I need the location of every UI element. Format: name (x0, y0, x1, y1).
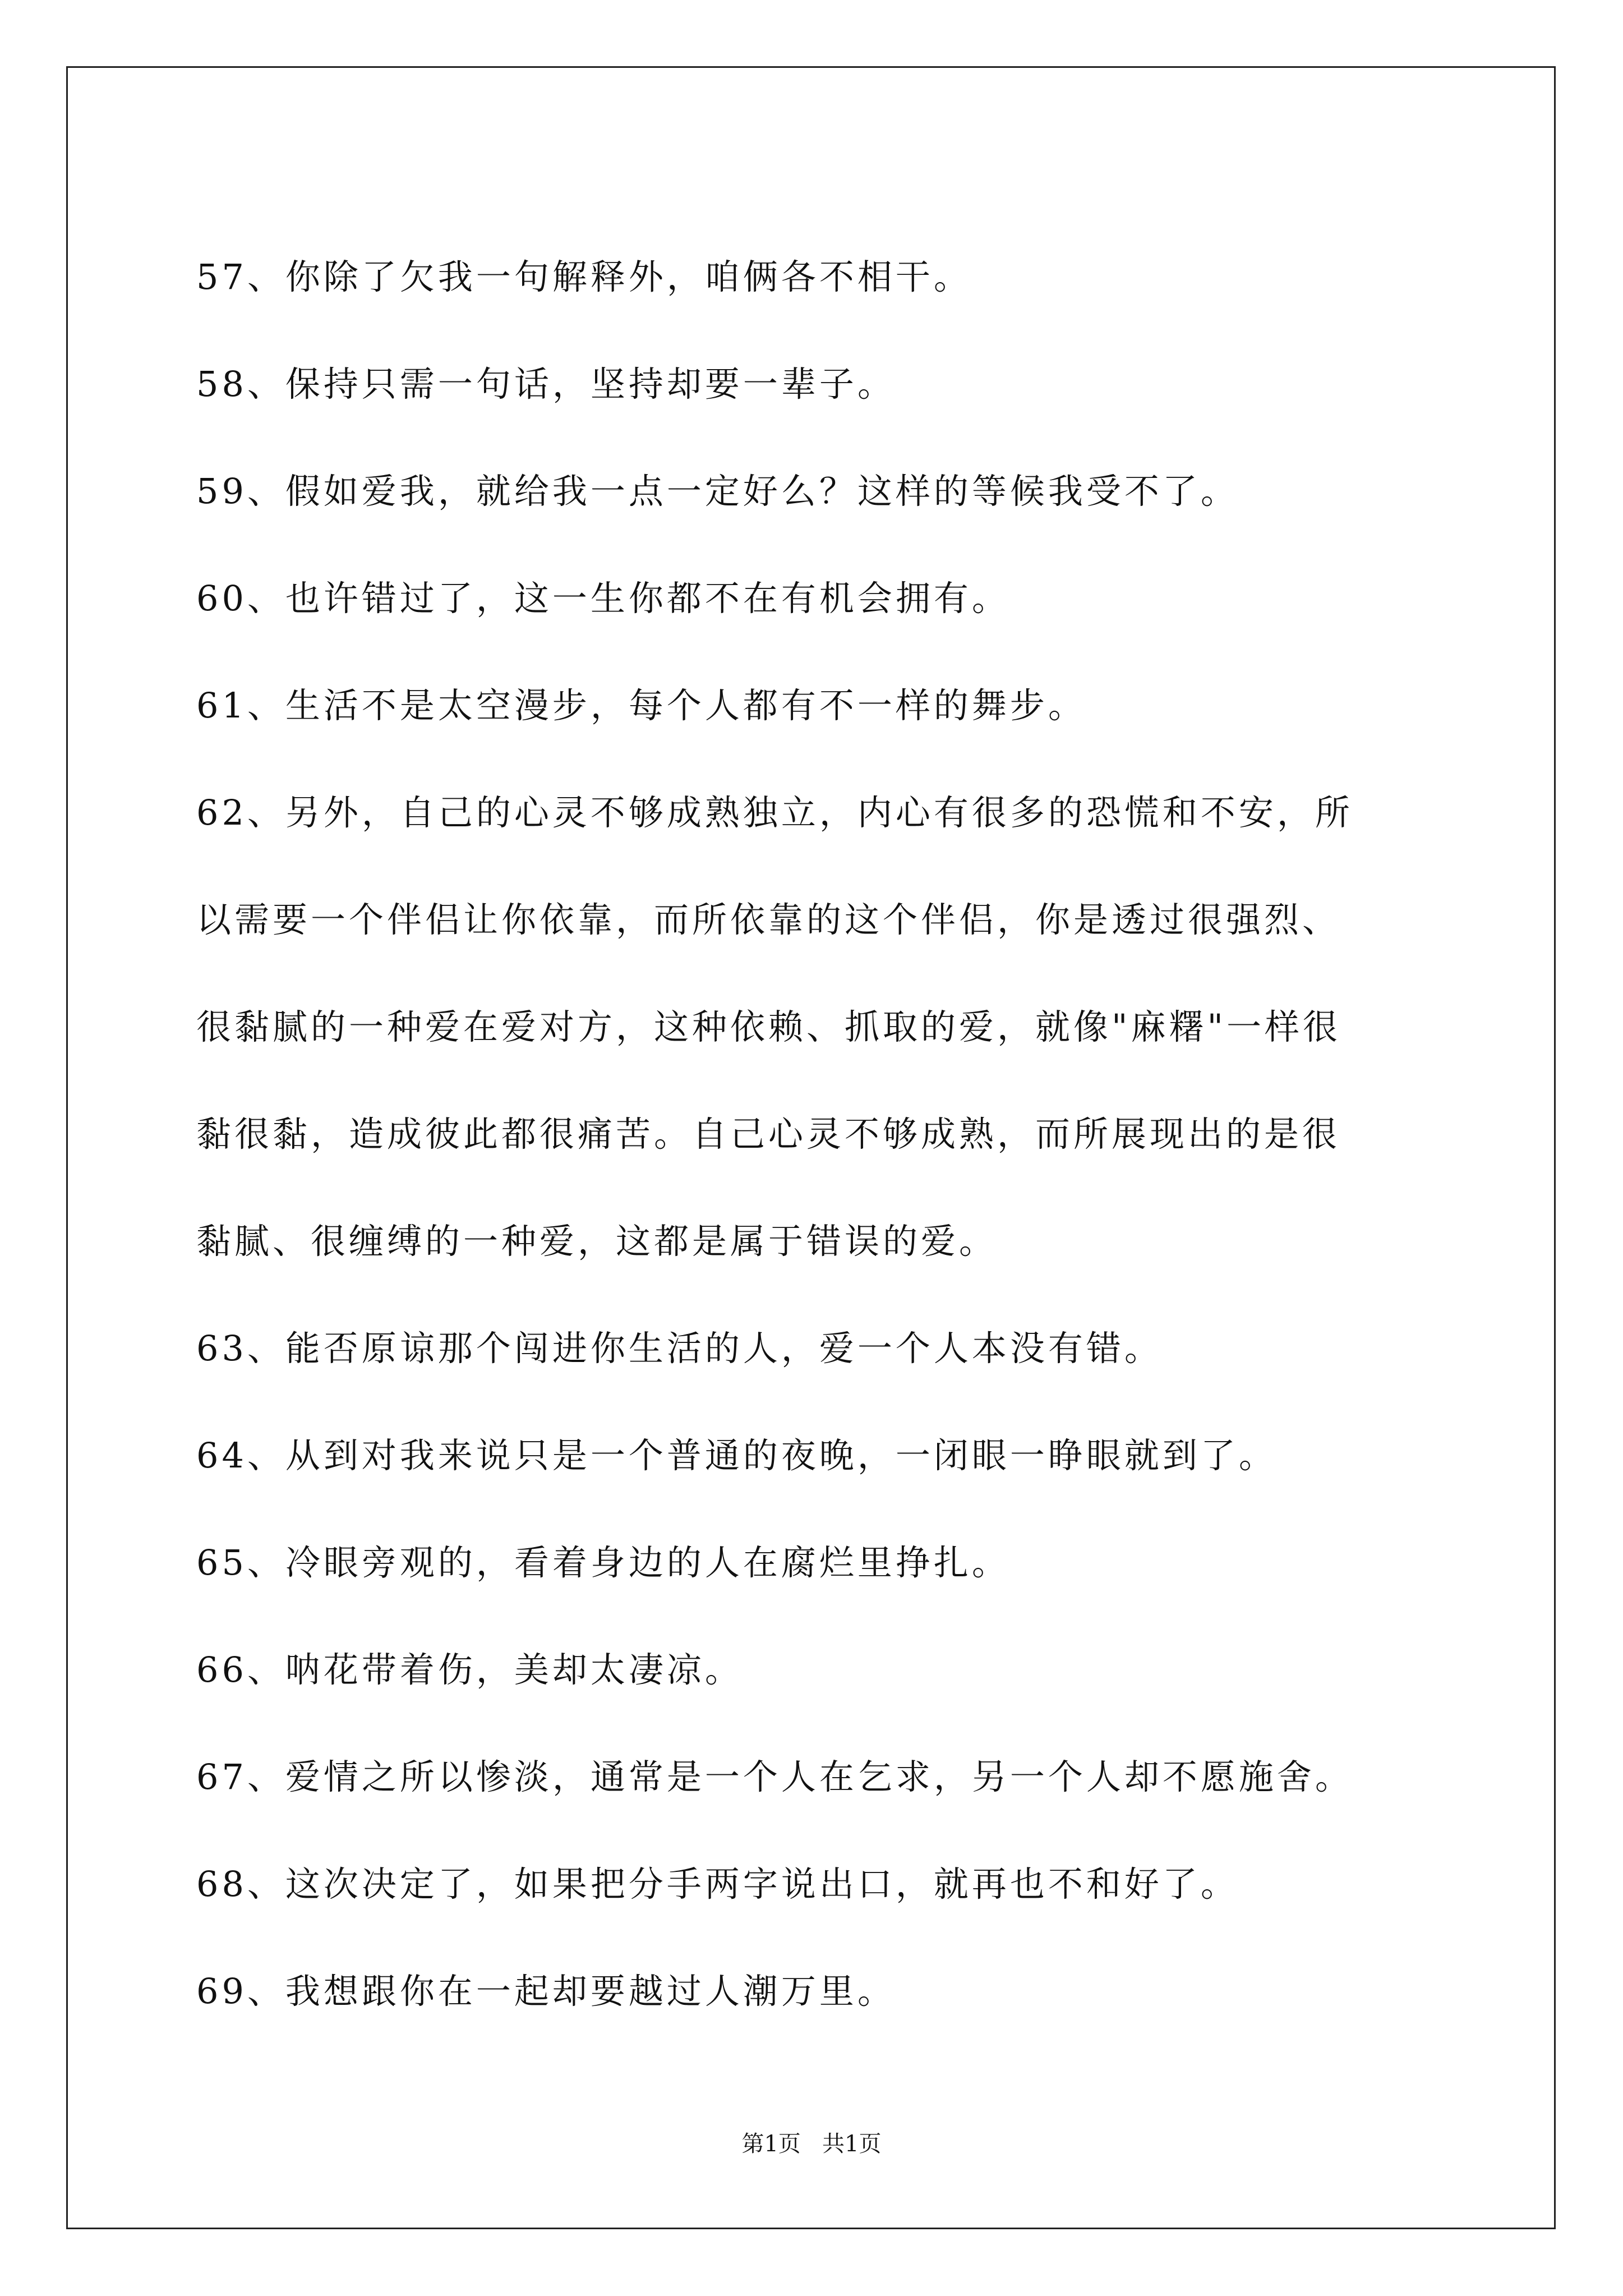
text-line-62-b: 以需要一个伴侣让你依靠，而所依靠的这个伴侣，你是透过很强烈、 (196, 899, 1341, 940)
text-line-58: 58、保持只需一句话，坚持却要一辈子。 (196, 364, 896, 404)
page-footer: 第1页 共1页 (741, 2131, 882, 2157)
text-line-60: 60、也许错过了，这一生你都不在有机会拥有。 (196, 578, 1010, 619)
text-line-63: 63、能否原谅那个闯进你生活的人，爱一个人本没有错。 (196, 1328, 1163, 1369)
text-line-65: 65、冷眼旁观的，看着身边的人在腐烂里挣扎。 (196, 1542, 1010, 1583)
text-line-62-a: 62、另外，自己的心灵不够成熟独立，内心有很多的恐慌和不安，所 (196, 792, 1353, 833)
text-line-64: 64、从到对我来说只是一个普通的夜晚，一闭眼一睁眼就到了。 (196, 1435, 1277, 1476)
text-line-62-e: 黏腻、很缠缚的一种爱，这都是属于错误的爱。 (196, 1221, 998, 1262)
text-line-57: 57、你除了欠我一句解释外，咱俩各不相干。 (196, 256, 972, 297)
text-line-66: 66、呐花带着伤，美却太凄凉。 (196, 1649, 743, 1690)
text-line-59: 59、假如爱我，就给我一点一定好么？这样的等候我受不了。 (196, 471, 1239, 512)
text-line-69: 69、我想跟你在一起却要越过人潮万里。 (196, 1971, 896, 2012)
document-body (196, 223, 1447, 2045)
text-line-67: 67、爱情之所以惨淡，通常是一个人在乞求，另一个人却不愿施舍。 (196, 1756, 1353, 1797)
text-line-62-d: 黏很黏，造成彼此都很痛苦。自己心灵不够成熟，而所展现出的是很 (196, 1114, 1341, 1154)
text-line-61: 61、生活不是太空漫步，每个人都有不一样的舞步。 (196, 685, 1086, 726)
text-line-62-c: 很黏腻的一种爱在爱对方，这种依赖、抓取的爱，就像"麻糬"一样很 (196, 1006, 1341, 1047)
text-line-68: 68、这次决定了，如果把分手两字说出口，就再也不和好了。 (196, 1864, 1239, 1904)
